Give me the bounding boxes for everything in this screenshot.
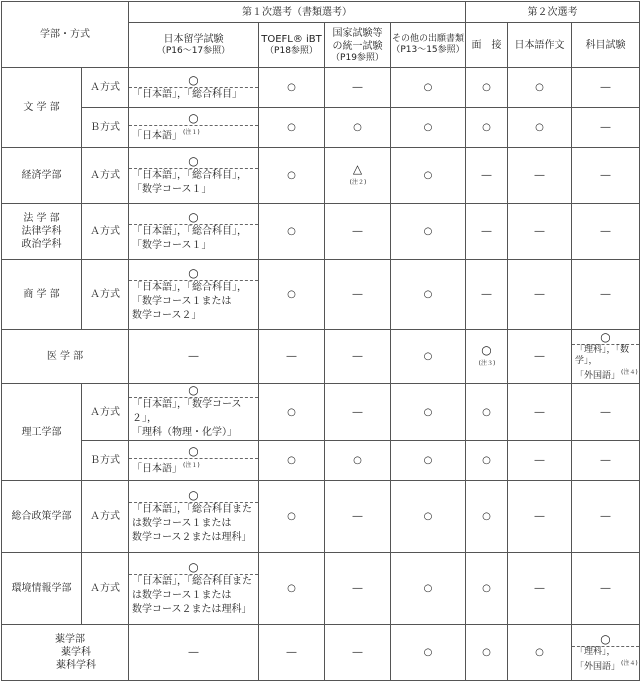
toefl-cell: ○ xyxy=(259,384,325,441)
faculty-hou: 法 学 部 法律学科 政治学科 xyxy=(2,204,82,260)
other-cell: ○ xyxy=(391,625,466,681)
national-cell: ― xyxy=(325,330,391,384)
admission-requirements-table xyxy=(1,1,640,681)
interview-cell: ○ xyxy=(466,481,508,553)
other-cell: ○ xyxy=(391,553,466,625)
essay-cell: ― xyxy=(508,148,572,204)
eju-cell: ― xyxy=(129,330,259,384)
eju-cell: ○ 「日本語」，「数学コース２」， 「理科（物理・化学）」 xyxy=(129,384,259,441)
other-cell: ○ xyxy=(391,204,466,260)
essay-cell: ― xyxy=(508,441,572,481)
essay-cell: ― xyxy=(508,481,572,553)
toefl-cell: ○ xyxy=(259,204,325,260)
other-cell: ○ xyxy=(391,148,466,204)
national-cell: ― xyxy=(325,204,391,260)
table-row xyxy=(2,260,640,330)
interview-cell: ○ xyxy=(466,384,508,441)
method-label: Ａ方式 xyxy=(82,204,129,260)
subject-cell: ○ 「理科」，「数学」， 「外国語」$^{(注4)}$ xyxy=(572,330,640,384)
faculty-yaku: 薬学部 薬学科 薬科学科 xyxy=(2,625,129,681)
eju-cell: ○ 「日本語」，「総合科目」， 「数学コース１」 xyxy=(129,204,259,260)
faculty-keizai: 経済学部 xyxy=(2,148,82,204)
header-national-exam: 国家試験等 の統一試験 （P19参照） xyxy=(325,23,391,68)
table-row xyxy=(2,553,640,625)
essay-cell: ― xyxy=(508,553,572,625)
interview-cell: ― xyxy=(466,148,508,204)
toefl-cell: ○ xyxy=(259,553,325,625)
eju-cell: ○ 「日本語」，「総合科目」， 「数学コース１」 xyxy=(129,148,259,204)
subject-cell: ― xyxy=(572,384,640,441)
table-row xyxy=(2,68,640,108)
other-cell: ○ xyxy=(391,68,466,108)
other-cell: ○ xyxy=(391,441,466,481)
interview-cell: ○ (注３) xyxy=(466,330,508,384)
header-interview: 面 接 xyxy=(466,23,508,68)
eju-cell: ○ 「日本語」，「総合科目」， 「数学コース１または 数学コース２」 xyxy=(129,260,259,330)
essay-cell: ― xyxy=(508,260,572,330)
other-cell: ○ xyxy=(391,260,466,330)
national-cell: ― xyxy=(325,384,391,441)
interview-cell: ― xyxy=(466,204,508,260)
essay-cell: ― xyxy=(508,384,572,441)
faculty-shou: 商 学 部 xyxy=(2,260,82,330)
subject-cell: ― xyxy=(572,553,640,625)
header-toefl: TOEFL® iBT （P18参照） xyxy=(259,23,325,68)
essay-cell: ○ xyxy=(508,108,572,148)
table-row xyxy=(2,108,640,148)
subject-cell: ― xyxy=(572,481,640,553)
subject-cell: ○ 「理科」， 「外国語」$^{(注4)}$ xyxy=(572,625,640,681)
national-cell: ― xyxy=(325,260,391,330)
national-cell: △ (注２) xyxy=(325,148,391,204)
toefl-cell: ― xyxy=(259,625,325,681)
header-eju: 日本留学試験 （P16～17参照） xyxy=(129,23,259,68)
interview-cell: ○ xyxy=(466,625,508,681)
method-label: Ａ方式 xyxy=(82,384,129,441)
table-row xyxy=(2,625,640,681)
method-label: Ｂ方式 xyxy=(82,441,129,481)
eju-cell: ○ 「日本語」$^{(注1)}$ xyxy=(129,108,259,148)
eju-cell: ○ 「日本語」，「総合科目また は数学コース１または 数学コース２または理科」 xyxy=(129,481,259,553)
method-label: Ａ方式 xyxy=(82,553,129,625)
essay-cell: ○ xyxy=(508,625,572,681)
faculty-sougou: 総合政策学部 xyxy=(2,481,82,553)
header-stage2: 第２次選考 xyxy=(466,2,640,23)
toefl-cell: ○ xyxy=(259,260,325,330)
header-faculty-method: 学部・方式 xyxy=(2,2,129,68)
toefl-cell: ○ xyxy=(259,68,325,108)
subject-cell: ― xyxy=(572,108,640,148)
header-stage1: 第１次選考（書類選考） xyxy=(129,2,466,23)
method-label: Ｂ方式 xyxy=(82,108,129,148)
other-cell: ○ xyxy=(391,108,466,148)
table-row xyxy=(2,481,640,553)
header-essay: 日本語作文 xyxy=(508,23,572,68)
national-cell: ― xyxy=(325,553,391,625)
table-row xyxy=(2,330,640,384)
toefl-cell: ○ xyxy=(259,108,325,148)
eju-cell: ○ 「日本語」$^{(注1)}$ xyxy=(129,441,259,481)
table-row xyxy=(2,384,640,441)
essay-cell: ― xyxy=(508,204,572,260)
table-row xyxy=(2,148,640,204)
interview-cell: ― xyxy=(466,260,508,330)
faculty-igaku: 医 学 部 xyxy=(2,330,129,384)
interview-cell: ○ xyxy=(466,108,508,148)
header-subject-exam: 科目試験 xyxy=(572,23,640,68)
other-cell: ○ xyxy=(391,481,466,553)
faculty-kankyo: 環境情報学部 xyxy=(2,553,82,625)
faculty-riko: 理工学部 xyxy=(2,384,82,481)
method-label: Ａ方式 xyxy=(82,481,129,553)
method-label: Ａ方式 xyxy=(82,68,129,108)
other-cell: ○ xyxy=(391,330,466,384)
interview-cell: ○ xyxy=(466,553,508,625)
eju-cell: ○ 「日本語」，「総合科目」 xyxy=(129,68,259,108)
eju-cell: ○ 「日本語」，「総合科目また は数学コース１または 数学コース２または理科」 xyxy=(129,553,259,625)
subject-cell: ― xyxy=(572,68,640,108)
toefl-cell: ○ xyxy=(259,441,325,481)
header-other-documents: その他の出願書類 （P13～15参照） xyxy=(391,23,466,68)
subject-cell: ― xyxy=(572,441,640,481)
method-label: Ａ方式 xyxy=(82,260,129,330)
subject-cell: ― xyxy=(572,148,640,204)
table-row xyxy=(2,441,640,481)
subject-cell: ― xyxy=(572,204,640,260)
eju-cell: ― xyxy=(129,625,259,681)
essay-cell: ○ xyxy=(508,68,572,108)
essay-cell: ― xyxy=(508,330,572,384)
method-label: Ａ方式 xyxy=(82,148,129,204)
faculty-bun: 文 学 部 xyxy=(2,68,82,148)
interview-cell: ○ xyxy=(466,68,508,108)
national-cell: ― xyxy=(325,68,391,108)
toefl-cell: ― xyxy=(259,330,325,384)
national-cell: ○ xyxy=(325,441,391,481)
interview-cell: ○ xyxy=(466,441,508,481)
national-cell: ○ xyxy=(325,108,391,148)
toefl-cell: ○ xyxy=(259,481,325,553)
toefl-cell: ○ xyxy=(259,148,325,204)
subject-cell: ― xyxy=(572,260,640,330)
other-cell: ○ xyxy=(391,384,466,441)
national-cell: ― xyxy=(325,481,391,553)
table-row xyxy=(2,204,640,260)
national-cell: ― xyxy=(325,625,391,681)
